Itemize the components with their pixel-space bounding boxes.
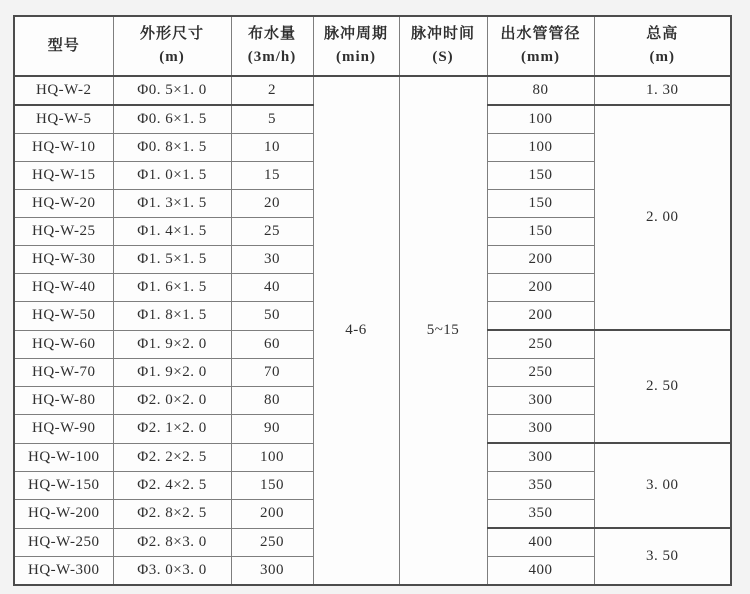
col-header-unit: (3m/h) (247, 49, 297, 65)
col-header-pulse-period (313, 16, 399, 76)
col-header-label: 外形尺寸 (139, 26, 204, 42)
flow-cell: 30 (231, 246, 313, 274)
size-cell: Φ2. 0×2. 0 (113, 387, 231, 415)
model-cell: HQ-W-90 (14, 415, 113, 444)
flow-cell: 40 (231, 274, 313, 302)
pipe-diameter-cell: 100 (487, 134, 594, 162)
model-cell: HQ-W-100 (14, 443, 113, 472)
model-cell: HQ-W-60 (14, 330, 113, 359)
model-cell: HQ-W-250 (14, 528, 113, 557)
pipe-diameter-cell: 250 (487, 359, 594, 387)
flow-cell: 60 (231, 330, 313, 359)
model-cell: HQ-W-25 (14, 218, 113, 246)
flow-cell: 70 (231, 359, 313, 387)
col-header-unit: (S) (432, 49, 454, 65)
size-cell: Φ1. 9×2. 0 (113, 330, 231, 359)
pipe-diameter-cell: 150 (487, 190, 594, 218)
size-cell: Φ1. 3×1. 5 (113, 190, 231, 218)
pipe-diameter-cell: 400 (487, 528, 594, 557)
col-header-unit: (min) (336, 49, 376, 65)
col-header-label: 型号 (47, 37, 80, 54)
pipe-diameter-cell: 200 (487, 302, 594, 331)
pipe-diameter-cell: 300 (487, 443, 594, 472)
flow-cell: 250 (231, 528, 313, 557)
model-cell: HQ-W-80 (14, 387, 113, 415)
flow-cell: 100 (231, 443, 313, 472)
pipe-diameter-cell: 350 (487, 500, 594, 529)
model-cell: HQ-W-30 (14, 246, 113, 274)
pipe-diameter-cell: 200 (487, 246, 594, 274)
table-header (14, 16, 731, 76)
pipe-diameter-cell: 80 (487, 76, 594, 105)
size-cell: Φ2. 8×2. 5 (113, 500, 231, 529)
size-cell: Φ3. 0×3. 0 (113, 557, 231, 586)
size-cell: Φ1. 9×2. 0 (113, 359, 231, 387)
model-cell: HQ-W-70 (14, 359, 113, 387)
flow-cell: 90 (231, 415, 313, 444)
size-cell: Φ1. 8×1. 5 (113, 302, 231, 331)
spec-table (13, 15, 732, 586)
size-cell: Φ1. 5×1. 5 (113, 246, 231, 274)
total-height-cell: 1. 30 (594, 76, 731, 105)
col-header-unit: (mm) (521, 49, 560, 65)
flow-cell: 80 (231, 387, 313, 415)
size-cell: Φ0. 8×1. 5 (113, 134, 231, 162)
size-cell: Φ1. 4×1. 5 (113, 218, 231, 246)
size-cell: Φ0. 5×1. 0 (113, 76, 231, 105)
total-height-cell: 2. 50 (594, 330, 731, 443)
flow-cell: 200 (231, 500, 313, 529)
pipe-diameter-cell: 200 (487, 274, 594, 302)
pulse-period-cell: 4-6 (313, 76, 399, 585)
size-cell: Φ2. 1×2. 0 (113, 415, 231, 444)
col-header-total-height (594, 16, 731, 76)
pipe-diameter-cell: 150 (487, 218, 594, 246)
pipe-diameter-cell: 400 (487, 557, 594, 586)
col-header-label: 总高 (646, 26, 679, 42)
col-header-size (113, 16, 231, 76)
size-cell: Φ1. 6×1. 5 (113, 274, 231, 302)
size-cell: Φ2. 2×2. 5 (113, 443, 231, 472)
pipe-diameter-cell: 300 (487, 387, 594, 415)
model-cell: HQ-W-5 (14, 105, 113, 134)
model-cell: HQ-W-50 (14, 302, 113, 331)
model-cell: HQ-W-300 (14, 557, 113, 586)
col-header-unit: (m) (649, 49, 675, 65)
col-header-pipe-diameter (487, 16, 594, 76)
col-header-model (14, 16, 113, 76)
col-header-label: 出水管管径 (500, 26, 581, 42)
col-header-label: 布水量 (247, 26, 296, 42)
flow-cell: 50 (231, 302, 313, 331)
flow-cell: 150 (231, 472, 313, 500)
flow-cell: 20 (231, 190, 313, 218)
total-height-cell: 3. 50 (594, 528, 731, 585)
model-cell: HQ-W-200 (14, 500, 113, 529)
total-height-cell: 2. 00 (594, 105, 731, 330)
size-cell: Φ2. 8×3. 0 (113, 528, 231, 557)
flow-cell: 10 (231, 134, 313, 162)
model-cell: HQ-W-10 (14, 134, 113, 162)
col-header-flow (231, 16, 313, 76)
size-cell: Φ1. 0×1. 5 (113, 162, 231, 190)
model-cell: HQ-W-20 (14, 190, 113, 218)
total-height-cell: 3. 00 (594, 443, 731, 528)
pipe-diameter-cell: 350 (487, 472, 594, 500)
pipe-diameter-cell: 300 (487, 415, 594, 444)
pipe-diameter-cell: 100 (487, 105, 594, 134)
col-header-unit: (m) (159, 49, 185, 65)
pulse-time-cell: 5~15 (399, 76, 487, 585)
model-cell: HQ-W-40 (14, 274, 113, 302)
model-cell: HQ-W-150 (14, 472, 113, 500)
table-body (14, 76, 731, 585)
size-cell: Φ2. 4×2. 5 (113, 472, 231, 500)
flow-cell: 5 (231, 105, 313, 134)
col-header-label: 脉冲时间 (410, 26, 475, 42)
header-row (14, 16, 731, 76)
size-cell: Φ0. 6×1. 5 (113, 105, 231, 134)
model-cell: HQ-W-2 (14, 76, 113, 105)
flow-cell: 300 (231, 557, 313, 586)
col-header-pulse-time (399, 16, 487, 76)
pipe-diameter-cell: 150 (487, 162, 594, 190)
table-row (14, 76, 731, 105)
flow-cell: 15 (231, 162, 313, 190)
flow-cell: 25 (231, 218, 313, 246)
flow-cell: 2 (231, 76, 313, 105)
pipe-diameter-cell: 250 (487, 330, 594, 359)
col-header-label: 脉冲周期 (323, 26, 388, 42)
model-cell: HQ-W-15 (14, 162, 113, 190)
